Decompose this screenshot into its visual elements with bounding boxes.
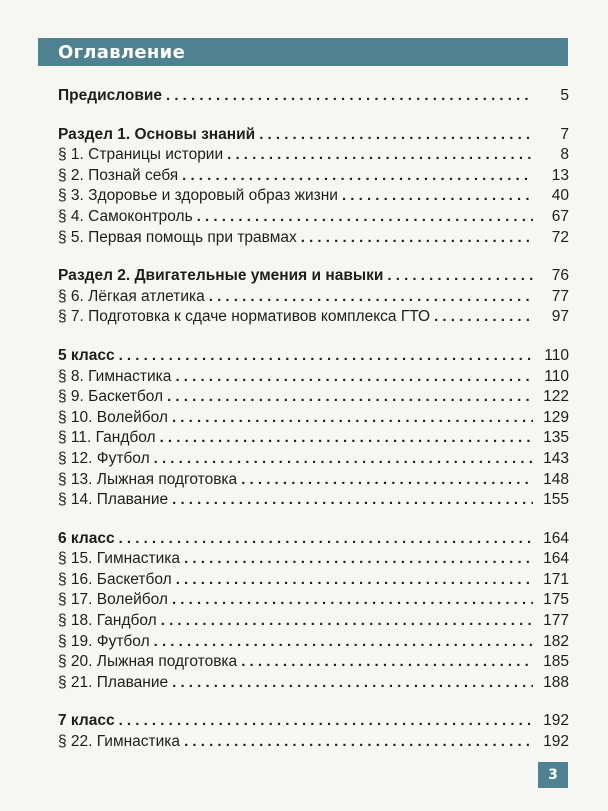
dot-leader — [259, 125, 533, 146]
toc-entry[interactable] — [58, 228, 569, 249]
toc-entry[interactable] — [58, 732, 569, 753]
toc-entry[interactable] — [58, 570, 569, 591]
toc-entry-label: § 1. Страницы истории — [58, 146, 224, 164]
toc-entry-page: 164 — [543, 529, 569, 547]
dot-leader — [154, 632, 533, 653]
toc-entry-page: 143 — [543, 449, 569, 467]
toc-entry[interactable] — [58, 287, 569, 308]
dot-leader — [184, 549, 533, 570]
dot-leader — [387, 266, 533, 287]
toc-header-bar — [38, 38, 568, 66]
group-spacer — [58, 328, 569, 346]
toc-entry[interactable] — [58, 590, 569, 611]
toc-entry[interactable] — [58, 408, 569, 429]
toc-section-entry[interactable] — [58, 125, 569, 146]
toc-entry-page: 175 — [543, 591, 569, 609]
toc-entry[interactable] — [58, 367, 569, 388]
toc-entry-page: 177 — [543, 612, 569, 630]
toc-entry-label: § 5. Первая помощь при травмах — [58, 228, 297, 246]
toc-entry[interactable] — [58, 611, 569, 632]
group-spacer — [58, 107, 569, 125]
toc-entry-label: Раздел 2. Двигательные умения и навыки — [58, 267, 384, 285]
toc-section-entry[interactable] — [58, 346, 569, 367]
dot-leader — [154, 449, 533, 470]
toc-entry-label: § 17. Волейбол — [58, 591, 168, 609]
toc-entry[interactable] — [58, 673, 569, 694]
toc-entry-label: § 3. Здоровье и здоровый образ жизни — [58, 187, 338, 205]
toc-entry-page: 164 — [543, 550, 569, 568]
toc-entry[interactable] — [58, 470, 569, 491]
dot-leader — [227, 145, 533, 166]
dot-leader — [176, 570, 533, 591]
toc-entry-page: 192 — [543, 712, 569, 730]
toc-entry-label: § 18. Гандбол — [58, 612, 157, 630]
toc-section-entry[interactable] — [58, 529, 569, 550]
group-spacer — [58, 511, 569, 529]
toc-entry-label: § 4. Самоконтроль — [58, 207, 193, 225]
toc-entry-page: 171 — [543, 570, 569, 588]
dot-leader — [172, 490, 533, 511]
toc-entry-page: 188 — [543, 673, 569, 691]
dot-leader — [119, 529, 533, 550]
toc-entry[interactable] — [58, 632, 569, 653]
toc-entry[interactable] — [58, 490, 569, 511]
toc-section-entry[interactable] — [58, 266, 569, 287]
toc-entry-page: 148 — [543, 470, 569, 488]
toc-entry-label: § 6. Лёгкая атлетика — [58, 287, 205, 305]
dot-leader — [175, 367, 533, 388]
dot-leader — [301, 228, 533, 249]
toc-entry-label: § 21. Плавание — [58, 673, 169, 691]
dot-leader — [197, 207, 533, 228]
dot-leader — [209, 287, 533, 308]
toc-entry-label: § 2. Познай себя — [58, 166, 179, 184]
toc-entry-label: § 9. Баскетбол — [58, 388, 164, 406]
toc-title: Оглавление — [58, 41, 186, 63]
dot-leader — [172, 673, 533, 694]
toc-entry-label: § 13. Лыжная подготовка — [58, 470, 238, 488]
table-of-contents — [58, 86, 569, 753]
toc-entry-label: Предисловие — [58, 87, 163, 104]
toc-entry-label: 7 класс — [58, 712, 115, 730]
toc-entry-page: 67 — [551, 207, 569, 225]
dot-leader — [342, 186, 533, 207]
toc-entry-page: 122 — [543, 388, 569, 406]
dot-leader — [184, 732, 533, 753]
toc-entry-page: 129 — [543, 408, 569, 426]
toc-entry-page: 7 — [560, 125, 569, 143]
toc-entry-label: § 15. Гимнастика — [58, 550, 181, 568]
page-number-badge — [538, 762, 568, 788]
dot-leader — [119, 711, 533, 732]
toc-entry-page: 76 — [551, 267, 569, 285]
toc-entry[interactable] — [58, 449, 569, 470]
toc-entry-label: § 22. Гимнастика — [58, 733, 181, 751]
dot-leader — [241, 470, 533, 491]
dot-leader — [434, 307, 533, 328]
toc-entry-label: § 19. Футбол — [58, 632, 150, 650]
toc-entry-page: 5 — [560, 87, 569, 104]
toc-entry[interactable] — [58, 428, 569, 449]
toc-entry[interactable] — [58, 549, 569, 570]
toc-entry-page: 13 — [551, 166, 569, 184]
dot-leader — [119, 346, 533, 367]
page-number: 3 — [548, 767, 558, 783]
toc-entry-label: § 12. Футбол — [58, 449, 150, 467]
toc-entry-page: 155 — [543, 491, 569, 509]
dot-leader — [182, 166, 533, 187]
toc-entry-label: § 8. Гимнастика — [58, 367, 172, 385]
dot-leader — [167, 387, 533, 408]
dot-leader — [166, 86, 533, 107]
toc-entry[interactable] — [58, 166, 569, 187]
toc-entry-page: 8 — [560, 146, 569, 164]
toc-entry-page: 185 — [543, 653, 569, 671]
toc-entry-label: § 16. Баскетбол — [58, 570, 172, 588]
toc-entry-page: 72 — [551, 228, 569, 246]
group-spacer — [58, 248, 569, 266]
toc-entry-page: 192 — [543, 733, 569, 751]
toc-entry-label: 5 класс — [58, 346, 115, 364]
toc-entry-label: 6 класс — [58, 529, 115, 547]
toc-entry-page: 97 — [551, 308, 569, 326]
toc-entry-page: 182 — [543, 632, 569, 650]
toc-entry-page: 40 — [551, 187, 569, 205]
toc-entry[interactable] — [58, 652, 569, 673]
group-spacer — [58, 693, 569, 711]
toc-entry-label: § 7. Подготовка к сдаче нормативов комплекса ГТО — [58, 308, 431, 326]
toc-entry-label: § 20. Лыжная подготовка — [58, 653, 238, 671]
toc-entry-label: Раздел 1. Основы знаний — [58, 125, 256, 143]
toc-section-entry[interactable] — [58, 711, 569, 732]
toc-entry-label: § 11. Гандбол — [58, 429, 156, 447]
dot-leader — [160, 428, 533, 449]
toc-entry[interactable] — [58, 186, 569, 207]
toc-entry[interactable] — [58, 145, 569, 166]
toc-section-entry[interactable] — [58, 86, 569, 107]
dot-leader — [161, 611, 533, 632]
toc-entry[interactable] — [58, 307, 569, 328]
toc-entry-label: § 14. Плавание — [58, 491, 169, 509]
toc-entry[interactable] — [58, 387, 569, 408]
dot-leader — [241, 652, 533, 673]
toc-entry-label: § 10. Волейбол — [58, 408, 168, 426]
toc-entry-page: 77 — [551, 287, 569, 305]
toc-entry-page: 135 — [543, 429, 569, 447]
toc-entry-page: 110 — [544, 346, 569, 364]
dot-leader — [172, 590, 533, 611]
toc-entry-page: 110 — [544, 367, 569, 385]
dot-leader — [172, 408, 533, 429]
toc-entry[interactable] — [58, 207, 569, 228]
